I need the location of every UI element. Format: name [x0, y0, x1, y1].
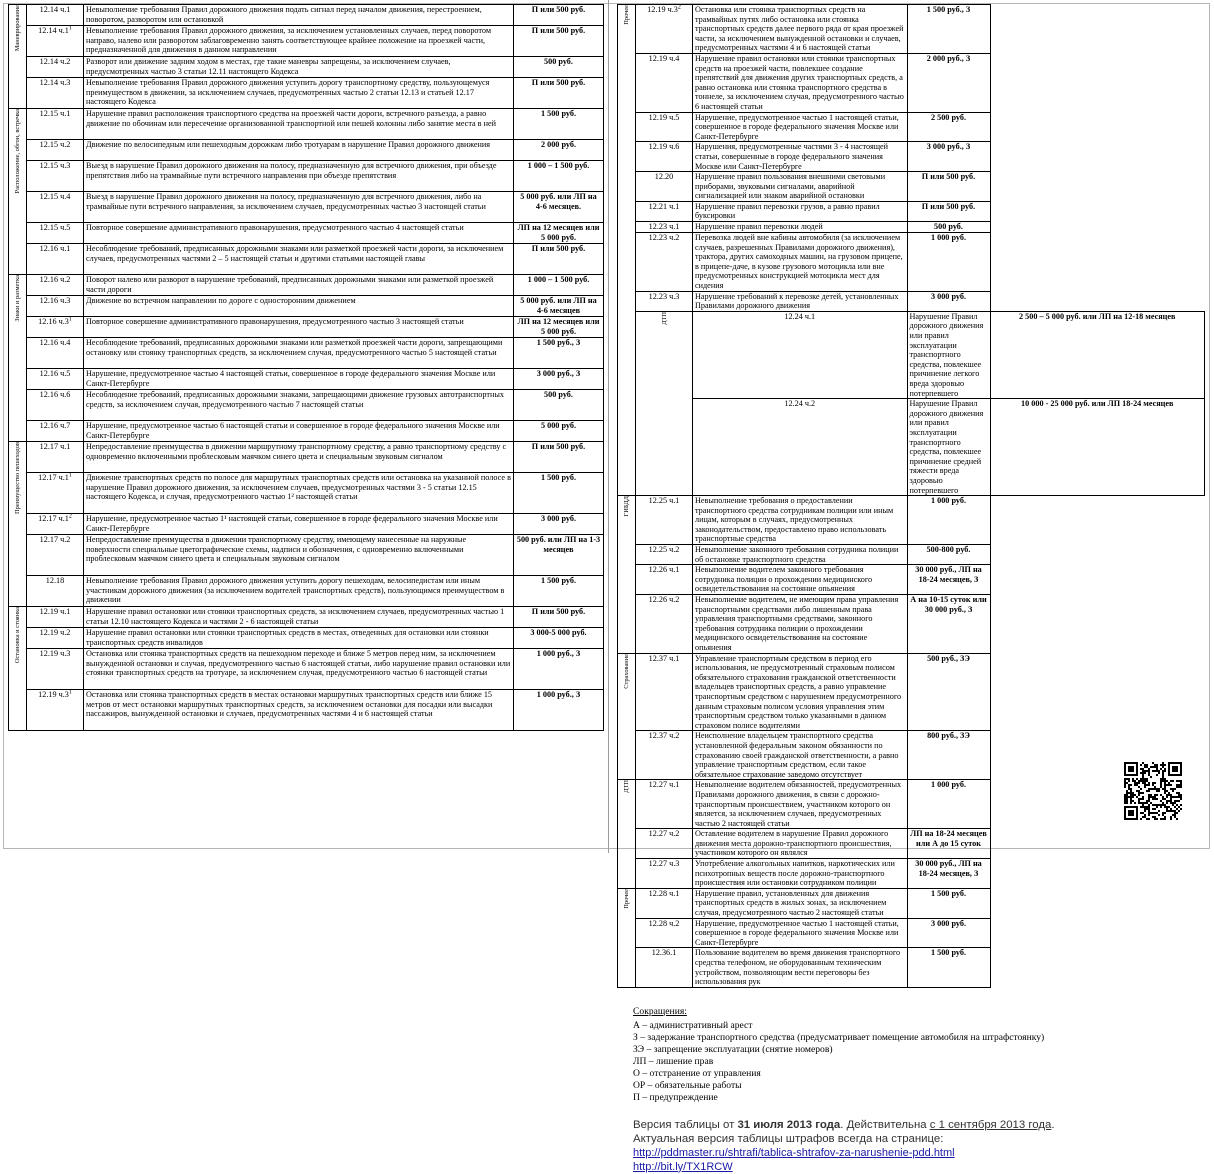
fine-row	[9, 223, 604, 244]
article-number-text: 12.16 ч.4	[39, 338, 71, 347]
fine-row	[618, 233, 1205, 292]
violation-description: Невыполнение водителем обязанностей, предусмотренных Правилами дорожного движения, в связи с дорожно-транспортным происшествием, участником которого он является, за исключением случаев, предусмотренных частью 2 настоящей статьи	[693, 780, 908, 829]
fine-row	[618, 948, 1205, 987]
section-label-text: Страхование	[623, 653, 630, 689]
article-number-text: 12.23 ч.3	[648, 291, 680, 301]
violation-description: Нарушение Правил дорожного движения или правил эксплуатации транспортного средства, повлекшее причинение легкого вреда здоровью потерпевшего	[907, 311, 990, 398]
article-number-text: 12.26 ч.2	[648, 595, 680, 605]
fine-row	[618, 918, 1205, 948]
section-label	[618, 780, 636, 889]
valid-suffix: .	[1051, 1118, 1055, 1131]
fine-row	[9, 369, 604, 390]
violation-description: Разворот или движение задним ходом в местах, где такие маневры запрещены, за исключением случаев, предусмотренных частью 3 статьи 12.11 настоящего Кодекса	[84, 57, 514, 78]
legend-item: ЗЭ – запрещение эксплуатации (снятие номеров)	[633, 1043, 833, 1055]
violation-description: Перевозка людей вне кабины автомобиля (за исключением случаев, разрешенных Правилами дорожного движения), трактора, других самоходных машин, на грузовом прицепе, в прицепе-даче, в кузове грузового мотоцикла или вне предусмотренных конструкцией мотоцикла мест для сидения	[693, 233, 908, 292]
penalty: А на 10-15 суток или 30 000 руб., З	[907, 595, 990, 654]
violation-description: Движение транспортных средств по полосе для маршрутных транспортных средств или остановка на указанной полосе в нарушение Правил дорожного движения, за исключением случаев, предусмотренных частями 3 - 5 статьи 12.15 настоящего Кодекса, и случая, предусмотренного частью 1² настоящей статьи	[84, 473, 514, 514]
violation-description: Невыполнение водителем законного требования сотрудника полиции о прохождении медицинского освидетельствования на состояние опьянения	[693, 565, 908, 595]
violation-description: Невыполнение требования Правил дорожного движения уступить дорогу транспортному средству, пользующемуся преимуществом в движении, за исключением случаев, предусмотренных частью 2 статьи 12.13 и статьей 12.17 настоящего Кодекса	[84, 78, 514, 109]
article-number	[27, 161, 84, 192]
penalty: 1 500 руб.	[907, 888, 990, 918]
fine-row	[9, 5, 604, 26]
version-line	[633, 1118, 1113, 1132]
penalty: 2 500 – 5 000 руб. или ЛП на 12-18 месяцев	[990, 311, 1205, 398]
violation-description: Нарушение правил остановки или стоянки транспортных средств в местах, отведенных для остановки или стоянки транспортных средств инвалидов	[84, 628, 514, 649]
article-number-text: 12.28 ч.2	[648, 918, 680, 928]
fine-row	[618, 565, 1205, 595]
version-block	[633, 1118, 1113, 1174]
article-number	[27, 690, 84, 731]
article-number-text: 12.27 ч.3	[648, 859, 680, 869]
version-date: 31 июля 2013 года	[737, 1118, 841, 1131]
fine-row	[618, 595, 1205, 654]
article-number	[636, 233, 693, 292]
section-label	[9, 275, 27, 442]
legend-item: ЛП – лишение прав	[633, 1055, 714, 1067]
article-number	[27, 628, 84, 649]
article-number	[27, 514, 84, 535]
fine-row	[618, 888, 1205, 918]
penalty: 3 000 руб.	[907, 291, 990, 311]
penalty: П или 500 руб.	[907, 172, 990, 202]
article-number	[636, 595, 693, 654]
article-number-text: 12.27 ч.1	[648, 780, 680, 790]
violation-description: Пользование водителем во время движения транспортного средства телефоном, не оборудованным техническим устройством, позволяющим вести переговоры без использования рук	[693, 948, 908, 987]
section-label	[618, 653, 636, 780]
penalty: 3 000 руб.	[514, 514, 604, 535]
violation-description: Невыполнение требования Правил дорожного движения, за исключением установленных случаев, перед поворотом направо, налево или разворотом заблаговременно занять соответствующее крайнее положение на проезжей части, предназначенной для движения в данном направлении	[84, 26, 514, 57]
fine-row	[9, 78, 604, 109]
violation-description: Несоблюдение требований, предписанных дорожными знаками, запрещающими движение грузовых автотранспортных средств, за исключением случая, предусмотренного частью 7 настоящей статьи	[84, 390, 514, 421]
penalty: 2 000 руб.	[514, 140, 604, 161]
section-label-text: Преимущество пешеходов	[14, 442, 21, 514]
legend-item: О – отстранение от управления	[633, 1067, 761, 1079]
violation-description: Нарушение, предусмотренное частью 4 настоящей статьи, совершенное в городе федерального значения Москве или Санкт-Петербурге	[84, 369, 514, 390]
section-label-text: Прочее	[623, 5, 630, 25]
violation-description: Невыполнение требования Правил дорожного движения уступить дорогу пешеходам, велосипедистам или иным участникам дорожного движения (за исключением водителей транспортных средств), пользующимся преимуществом в движении	[84, 576, 514, 607]
penalty: 1 000 руб., З	[514, 649, 604, 690]
article-number-text: 12.19 ч.1	[39, 607, 71, 616]
article-number-text: 12.14 ч.2	[39, 57, 71, 66]
penalty: 500 руб., ЗЭ	[907, 653, 990, 731]
penalty: 1 000 руб.	[907, 496, 990, 545]
section-label-text: Прочее	[623, 888, 630, 909]
section-label-text: ДТП	[623, 780, 630, 794]
article-number-text: 12.19 ч.6	[648, 142, 680, 152]
penalty: 3 000 руб., З	[907, 142, 990, 172]
article-number-text: 12.17 ч.1	[39, 442, 71, 451]
valid-date: с 1 сентября 2013 года	[929, 1118, 1052, 1131]
fine-row	[618, 653, 1205, 731]
legend-item: ОР – обязательные работы	[633, 1079, 742, 1091]
fine-row	[618, 780, 1205, 829]
penalty: 500-800 руб.	[907, 545, 990, 565]
article-number	[636, 53, 693, 112]
abbreviations-legend	[633, 1006, 1205, 1104]
article-number	[27, 576, 84, 607]
article-number	[636, 545, 693, 565]
penalty: 5 000 руб.	[514, 421, 604, 442]
article-number	[27, 192, 84, 223]
section-label	[9, 109, 27, 275]
article-number-text: 12.19 ч.3	[38, 690, 69, 699]
article-number-text: 12.16 ч.3	[39, 296, 71, 305]
legend-item: П – предупреждение	[633, 1091, 718, 1103]
violation-description: Невыполнение законного требования сотрудника полиции об остановке транспортного средства	[693, 545, 908, 565]
section-label-text: Остановка и стоянка	[14, 607, 21, 664]
violation-description: Невыполнение водителем, не имеющим права управления транспортными средствами либо лишенным права управления транспортными средствами, законного требования сотрудника полиции о прохождении медицинского освидетельствования на состояние опьянения	[693, 595, 908, 654]
article-number	[636, 5, 693, 54]
violation-description: Невыполнение требования Правил дорожного движения подать сигнал перед началом движения, перестроением, поворотом, разворотом или остановкой	[84, 5, 514, 26]
article-number-text: 12.19 ч.5	[648, 112, 680, 122]
article-number-text: 12.19 ч.4	[648, 53, 680, 63]
article-number	[27, 473, 84, 514]
article-number	[27, 140, 84, 161]
violation-description: Невыполнение требования о предоставлении транспортного средства сотрудникам полиции или иным лицам, которым в случаях, предусмотренных законодательством, предоставлено право использовать транспортные средства	[693, 496, 908, 545]
violation-description: Выезд в нарушение Правил дорожного движения на полосу, предназначенную для встречного движения, либо на трамвайные пути встречного направления, за исключением случаев, предусмотренных частью 3 настоящей статьи	[84, 192, 514, 223]
article-number	[693, 399, 908, 496]
penalty: 1 500 руб.	[514, 109, 604, 140]
violation-description: Управление транспортным средством в период его использования, не предусмотренный страховым полисом обязательного страхования гражданской ответственности владельцев транспортных средств, а равно управление транспортным средством с нарушением предусмотренного данным страховым полисом условия управления этим транспортным средством только указанными в данном страховом полисе водителями	[693, 653, 908, 731]
left-page	[8, 4, 604, 847]
violation-description: Выезд в нарушение Правил дорожного движения на полосу, предназначенную для встречного движения, при объезде препятствия либо на трамвайные пути встречного направления при объезде препятствия	[84, 161, 514, 192]
violation-description: Нарушения, предусмотренные частями 3 - 4 настоящей статьи, совершенные в городе федерального значения Москве или Санкт-Петербурге	[693, 142, 908, 172]
article-number-text: 12.15 ч.3	[39, 161, 71, 170]
penalty: 1 500 руб., З	[907, 5, 990, 54]
article-number-text: 12.14 ч.1	[38, 26, 69, 35]
article-number	[27, 607, 84, 628]
violation-description: Употребление алкогольных напитков, наркотических или психотропных веществ после дорожно-транспортного происшествия или остановки сотрудником полиции	[693, 859, 908, 889]
article-number-text: 12.16 ч.7	[39, 421, 71, 430]
article-number	[27, 223, 84, 244]
article-number	[27, 244, 84, 275]
penalty: П или 500 руб.	[514, 26, 604, 57]
fine-row	[9, 338, 604, 369]
article-number-text: 12.14 ч.1	[39, 5, 71, 14]
section-label	[9, 442, 27, 607]
violation-description: Остановка или стоянка транспортных средств на трамвайных путях либо остановка или стоянка транспортных средств далее первого ряда от края проезжей части, за исключением вынужденной остановки и случаев, предусмотренных частями 4 и 6 настоящей статьи	[693, 5, 908, 54]
penalty: 30 000 руб., ЛП на 18-24 месяцев, З	[907, 859, 990, 889]
fine-row	[9, 421, 604, 442]
section-label-text: Маневрирование	[14, 5, 21, 52]
penalty: 30 000 руб., ЛП на 18-24 месяцев, З	[907, 565, 990, 595]
article-number	[27, 338, 84, 369]
penalty: 500 руб.	[514, 390, 604, 421]
article-number-text: 12.28 ч.1	[648, 888, 680, 898]
article-number-text: 12.25 ч.1	[648, 496, 680, 506]
penalty: 1 000 – 1 500 руб.	[514, 161, 604, 192]
article-number-text: 12.15 ч.1	[39, 109, 71, 118]
section-label-text: ГИБДД	[623, 496, 630, 517]
article-number-text: 12.20	[654, 172, 674, 182]
article-number	[27, 369, 84, 390]
fine-row	[9, 690, 604, 731]
penalty: П или 500 руб.	[514, 78, 604, 109]
article-number	[27, 275, 84, 296]
violation-description: Повторное совершение административного правонарушения, предусмотренного частью 3 настоящей статьи	[84, 317, 514, 338]
article-number-text: 12.37 ч.2	[648, 731, 680, 741]
article-number	[636, 112, 693, 142]
fine-row	[618, 172, 1205, 202]
fine-row	[618, 859, 1205, 889]
penalty: 800 руб., ЗЭ	[907, 731, 990, 780]
violation-description: Поворот налево или разворот в нарушение требований, предписанных дорожными знаками или разметкой проезжей части дороги	[84, 275, 514, 296]
penalty: 1 000 руб., З	[514, 690, 604, 731]
violation-description: Нарушение правил пользования внешними световыми приборами, звуковыми сигналами, аварийной сигнализацией или знаком аварийной остановки	[693, 172, 908, 202]
violation-description: Непредоставление преимущества в движении маршрутному транспортному средству, а равно транспортному средству с одновременно включенными проблесковым маячком синего цвета и специальным звуковым сигналом	[84, 442, 514, 473]
violation-description: Нарушение правил остановки или стоянки транспортных средств, за исключением случаев, предусмотренных частью 1 статьи 12.10 настоящего Кодекса и частями 2 - 6 настоящей статьи	[84, 607, 514, 628]
penalty: 1 500 руб.	[514, 576, 604, 607]
penalty: ЛП на 12 месяцев или 5 000 руб.	[514, 223, 604, 244]
page-divider	[608, 0, 609, 853]
fine-row	[9, 535, 604, 576]
penalty: 3 000-5 000 руб.	[514, 628, 604, 649]
article-number-text: 12.16 ч.3	[38, 317, 69, 326]
violation-description: Нарушение, предусмотренное частью 1 настоящей статьи, совершенное в городе федерального значения Москве или Санкт-Петербурге	[693, 112, 908, 142]
fine-row	[618, 399, 1205, 496]
article-superscript: 1	[68, 472, 72, 479]
violation-description: Неисполнение владельцем транспортного средства установленной федеральным законом обязанности по страхованию своей гражданской ответственности, а равно управление транспортным средством, если такое обязательное страхование заведомо отсутствует	[693, 731, 908, 780]
penalty: 1 500 руб., З	[514, 338, 604, 369]
article-number-text: 12.15 ч.4	[39, 192, 71, 201]
fine-row	[9, 244, 604, 275]
article-number	[636, 142, 693, 172]
violation-description: Движение по велосипедным или пешеходным дорожкам либо тротуарам в нарушение Правил дорожного движения	[84, 140, 514, 161]
article-number	[27, 5, 84, 26]
legend-item: З – задержание транспортного средства (предусматривает помещение автомобиля на штрафстоянку)	[633, 1031, 1045, 1043]
violation-description: Повторное совершение административного правонарушения, предусмотренного частью 4 настоящей статьи	[84, 223, 514, 244]
article-number	[636, 653, 693, 731]
penalty: 2 000 руб., З	[907, 53, 990, 112]
section-label	[9, 5, 27, 109]
violation-description: Нарушение, предусмотренное частью 1¹ настоящей статьи, совершенное в городе федерального значения Москве или Санкт-Петербурге	[84, 514, 514, 535]
fine-row	[618, 311, 1205, 398]
article-number	[27, 390, 84, 421]
article-number	[27, 109, 84, 140]
fine-row	[618, 5, 1205, 54]
section-label	[9, 607, 27, 731]
penalty: 1 500 руб.	[907, 948, 990, 987]
fine-row	[9, 109, 604, 140]
penalty: 5 000 руб. или ЛП на 4-6 месяцев.	[514, 192, 604, 223]
article-number	[27, 535, 84, 576]
article-number	[27, 57, 84, 78]
fine-row	[618, 201, 1205, 221]
fine-row	[9, 26, 604, 57]
fine-row	[9, 161, 604, 192]
article-number	[636, 859, 693, 889]
article-number	[27, 649, 84, 690]
article-number-text: 12.17 ч.2	[39, 535, 71, 544]
article-number-text: 12.27 ч.2	[648, 829, 680, 839]
fine-row	[618, 142, 1205, 172]
penalty: 3 000 руб.	[907, 918, 990, 948]
fine-row	[9, 442, 604, 473]
article-number	[636, 731, 693, 780]
fine-row	[9, 192, 604, 223]
fine-row	[9, 317, 604, 338]
violation-description: Несоблюдение требований, предписанных дорожными знаками или разметкой проезжей части дороги, запрещающими остановку или стоянку транспортных средств, за исключением случая, предусмотренного частью 5 настоящей статьи	[84, 338, 514, 369]
fine-row	[618, 112, 1205, 142]
violation-description: Непредоставление преимущества в движении транспортному средству, имеющему нанесенные на наружные поверхности специальные цветографические схемы, надписи и обозначения, с одновременно включенными проблесковым маячком синего цвета и специальным звуковым сигналом	[84, 535, 514, 576]
section-label	[618, 888, 636, 987]
fine-row	[9, 140, 604, 161]
article-superscript: 1	[68, 316, 72, 323]
violation-description: Нарушение, предусмотренное частью 6 настоящей статьи и совершенное в городе федерального значения Москве или Санкт-Петербурге	[84, 421, 514, 442]
article-number-text: 12.19 ч.2	[39, 628, 71, 637]
article-number	[27, 442, 84, 473]
article-number-text: 12.26 ч.1	[648, 565, 680, 575]
article-number-text: 12.24 ч.2	[784, 399, 816, 409]
valid-prefix: . Действительна	[840, 1118, 930, 1131]
violation-description: Движение во встречном направлении по дороге с односторонним движением	[84, 296, 514, 317]
fines-table-right	[617, 4, 1205, 988]
legend-title: Сокращения:	[633, 1005, 687, 1017]
article-number-text: 12.15 ч.2	[39, 140, 71, 149]
penalty: 10 000 - 25 000 руб. или ЛП 18-24 месяцев	[990, 399, 1205, 496]
fines-table-left	[8, 4, 604, 731]
article-number-text: 12.36.1	[651, 948, 677, 958]
penalty: 500 руб.	[514, 57, 604, 78]
violation-description: Нарушение правил перевозки людей	[693, 222, 908, 233]
article-number	[636, 948, 693, 987]
page-link[interactable]: http://pddmaster.ru/shtrafi/tablica-shtrafov-za-narushenie-pdd.html	[633, 1146, 955, 1159]
penalty: П или 500 руб.	[907, 201, 990, 221]
article-number	[27, 296, 84, 317]
penalty: П или 500 руб.	[514, 244, 604, 275]
article-superscript: 2	[68, 513, 72, 520]
section-label	[636, 311, 693, 495]
article-superscript: 1	[68, 689, 72, 696]
article-number	[636, 888, 693, 918]
violation-description: Нарушение Правил дорожного движения или правил эксплуатации транспортного средства, повлекшее причинение средней тяжести вреда здоровью потерпевшего	[907, 399, 990, 496]
fine-row	[9, 649, 604, 690]
article-number-text: 12.16 ч.1	[39, 244, 71, 253]
violation-description: Нарушение правил остановки или стоянки транспортных средств на проезжей части, повлекшее создание препятствий для движения других транспортных средств, а равно остановка или стоянка транспортного средства в тоннеле, за исключением случая, предусмотренного частью 6 настоящей статьи	[693, 53, 908, 112]
article-number-text: 12.16 ч.6	[39, 390, 71, 399]
penalty: П или 500 руб.	[514, 607, 604, 628]
penalty: 2 500 руб.	[907, 112, 990, 142]
section-label	[618, 496, 636, 654]
penalty: 3 000 руб., З	[514, 369, 604, 390]
fine-row	[9, 275, 604, 296]
violation-description: Остановка или стоянка транспортных средств в местах остановки маршрутных транспортных средств или ближе 15 метров от мест остановки маршрутных транспортных средств, за исключением остановки для посадки или высадки пассажиров, вынужденной остановки и случаев, предусмотренных частями 4 и 6 настоящей статьи	[84, 690, 514, 731]
fine-row	[618, 496, 1205, 545]
fine-row	[9, 390, 604, 421]
section-label	[618, 5, 636, 496]
violation-description: Нарушение правил расположения транспортного средства на проезжей части дороги, встречного разъезда, а равно движение по обочинам или пересечение организованной транспортной или пешей колонны либо занятие места в ней	[84, 109, 514, 140]
article-number-text: 12.17 ч.1	[38, 514, 69, 523]
article-number-text: 12.37 ч.1	[648, 653, 680, 663]
actual-version-note: Актуальная версия таблицы штрафов всегда на странице:	[633, 1132, 944, 1145]
fine-row	[618, 829, 1205, 859]
article-number	[636, 829, 693, 859]
penalty: ЛП на 18-24 месяцев или А до 15 суток	[907, 829, 990, 859]
fine-row	[9, 576, 604, 607]
fine-row	[9, 628, 604, 649]
penalty: ЛП на 12 месяцев или 5 000 руб.	[514, 317, 604, 338]
right-page	[617, 4, 1205, 1173]
penalty: П или 500 руб.	[514, 442, 604, 473]
violation-description: Несоблюдение требований, предписанных дорожными знаками или разметкой проезжей части дороги, за исключением случаев, предусмотренных частями 2 – 5 настоящей статьи и другими статьями настоящей главы	[84, 244, 514, 275]
penalty: П или 500 руб.	[514, 5, 604, 26]
violation-description: Нарушение правил перевозки грузов, а равно правил буксировки	[693, 201, 908, 221]
fine-row	[618, 53, 1205, 112]
violation-description: Нарушение, предусмотренное частью 1 настоящей статьи, совершенное в городе федерального значения Москве или Санкт-Петербурге	[693, 918, 908, 948]
qr-code-image	[1124, 762, 1182, 820]
violation-description: Оставление водителем в нарушение Правил дорожного движения места дорожно-транспортного происшествия, участником которого он являлся	[693, 829, 908, 859]
section-label-text: Расположение, обгон, встречка	[14, 109, 21, 194]
fine-row	[618, 731, 1205, 780]
article-number-text: 12.14 ч.3	[39, 78, 71, 87]
fine-row	[618, 222, 1205, 233]
article-number-text: 12.25 ч.2	[648, 545, 680, 555]
article-number-text: 12.18	[45, 576, 65, 585]
fine-row	[618, 291, 1205, 311]
article-number	[693, 311, 908, 398]
article-number	[636, 496, 693, 545]
article-number-text: 12.21 ч.1	[648, 201, 680, 211]
section-label-text: ДТП	[660, 311, 668, 325]
penalty: 5 000 руб. или ЛП на 4-6 месяцев	[514, 296, 604, 317]
article-number	[27, 421, 84, 442]
article-number-text: 12.19 ч.3	[647, 5, 678, 14]
article-number	[636, 291, 693, 311]
article-number-text: 12.23 ч.1	[648, 222, 680, 232]
penalty: 1 500 руб.	[514, 473, 604, 514]
version-prefix: Версия таблицы от	[633, 1118, 738, 1131]
short-link[interactable]: http://bit.ly/TX1RCW	[633, 1160, 733, 1173]
article-number-text: 12.24 ч.1	[784, 311, 816, 321]
article-number-text: 12.17 ч.1	[38, 473, 69, 482]
article-superscript: 1	[68, 25, 72, 32]
article-number	[27, 317, 84, 338]
article-number	[636, 780, 693, 829]
violation-description: Нарушение требований к перевозке детей, установленных Правилами дорожного движения	[693, 291, 908, 311]
article-number	[27, 26, 84, 57]
penalty: 500 руб. или ЛП на 1-3 месяцев	[514, 535, 604, 576]
article-number	[636, 565, 693, 595]
fine-row	[9, 296, 604, 317]
penalty: 500 руб.	[907, 222, 990, 233]
article-number-text: 12.15 ч.5	[39, 223, 71, 232]
article-number	[636, 201, 693, 221]
penalty: 1 000 – 1 500 руб.	[514, 275, 604, 296]
violation-description: Нарушение правил, установленных для движения транспортных средств в жилых зонах, за исключением случая, предусмотренного частью 2 настоящей статьи	[693, 888, 908, 918]
article-number	[636, 222, 693, 233]
article-superscript: 2	[677, 4, 681, 11]
article-number	[27, 78, 84, 109]
fine-row	[9, 57, 604, 78]
fine-row	[9, 607, 604, 628]
penalty: 1 000 руб.	[907, 780, 990, 829]
penalty: 1 000 руб.	[907, 233, 990, 292]
fine-row	[9, 473, 604, 514]
article-number-text: 12.19 ч.3	[39, 649, 71, 658]
fine-row	[618, 545, 1205, 565]
article-number	[636, 918, 693, 948]
legend-item: А – административный арест	[633, 1019, 753, 1031]
article-number-text: 12.23 ч.2	[648, 233, 680, 243]
violation-description: Остановка или стоянка транспортных средств на пешеходном переходе и ближе 5 метров перед ним, за исключением вынужденной остановки и случая, предусмотренного частью 6 настоящей статьи, либо нарушение правил остановки или стоянки транспортных средств на тротуаре, за исключением случая, предусмотренного частью 6 настоящей статьи	[84, 649, 514, 690]
article-number	[636, 172, 693, 202]
section-label-text: Знаки и разметка	[14, 275, 21, 322]
article-number-text: 12.16 ч.2	[39, 275, 71, 284]
fine-row	[9, 514, 604, 535]
article-number-text: 12.16 ч.5	[39, 369, 71, 378]
